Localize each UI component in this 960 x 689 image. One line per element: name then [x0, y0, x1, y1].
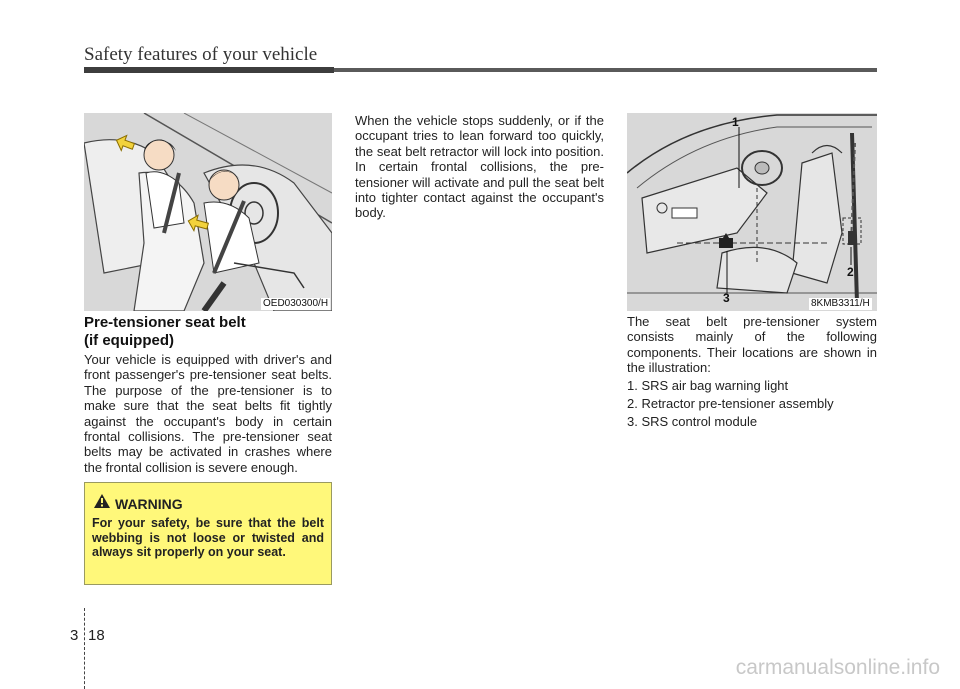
list-item: 2. Retractor pre-tensioner assembly [627, 396, 834, 411]
components-list [627, 377, 834, 431]
callout-3: 3 [723, 291, 730, 305]
section-heading-line1: Pre-tensioner seat belt [84, 314, 246, 331]
chapter-number: 3 [70, 627, 79, 644]
section-heading-line2: (if equipped) [84, 332, 174, 349]
retractor-lock-paragraph: When the vehicle stops suddenly, or if the occupant tries to lean forward too quickly, the seat belt retractor will lock into position. In certain frontal collisions, the pre-tensioner will activate and pull the seat belt into tighter contact against the occupant's body. [355, 113, 604, 221]
figure-pretensioner-locations [627, 113, 877, 311]
list-item: 1. SRS air bag warning light [627, 378, 789, 393]
section-heading [84, 314, 334, 350]
warning-triangle-icon [93, 493, 111, 509]
warning-box [84, 482, 332, 585]
warning-title: WARNING [115, 496, 183, 512]
warning-text: For your safety, be sure that the belt webbing is not loose or twisted and always sit properly on your seat. [92, 516, 324, 559]
figure-occupants-seatbelt [84, 113, 332, 311]
list-item: 3. SRS control module [627, 414, 758, 429]
pretensioner-intro-paragraph: Your vehicle is equipped with driver's and front passenger's pre-tensioner seat belts. The purpose of the pre-tensioner is to make sure that the seat belts fit tightly against the occupant's body in certain frontal collisions. The pre-tensioner seat belts may be activated in crashes where the frontal collision is severe enough. [84, 352, 332, 475]
page-header-title: Safety features of your vehicle [84, 44, 318, 65]
figure-caption-right: 8KMB3311/H [811, 298, 870, 309]
watermark: carmanualsonline.info [735, 656, 940, 679]
occupants-illustration [84, 113, 332, 311]
car-cutaway-illustration [627, 113, 877, 311]
components-intro-paragraph: The seat belt pre-tensioner system consists mainly of the following components. Their locations are shown in the illustration: [627, 314, 877, 376]
footer-divider [84, 608, 86, 689]
page-number: 18 [88, 627, 105, 644]
figure-caption-left: OED030300/H [263, 298, 329, 309]
callout-1: 1 [732, 115, 739, 129]
callout-2: 2 [847, 265, 854, 279]
header-rule-accent [84, 67, 334, 73]
